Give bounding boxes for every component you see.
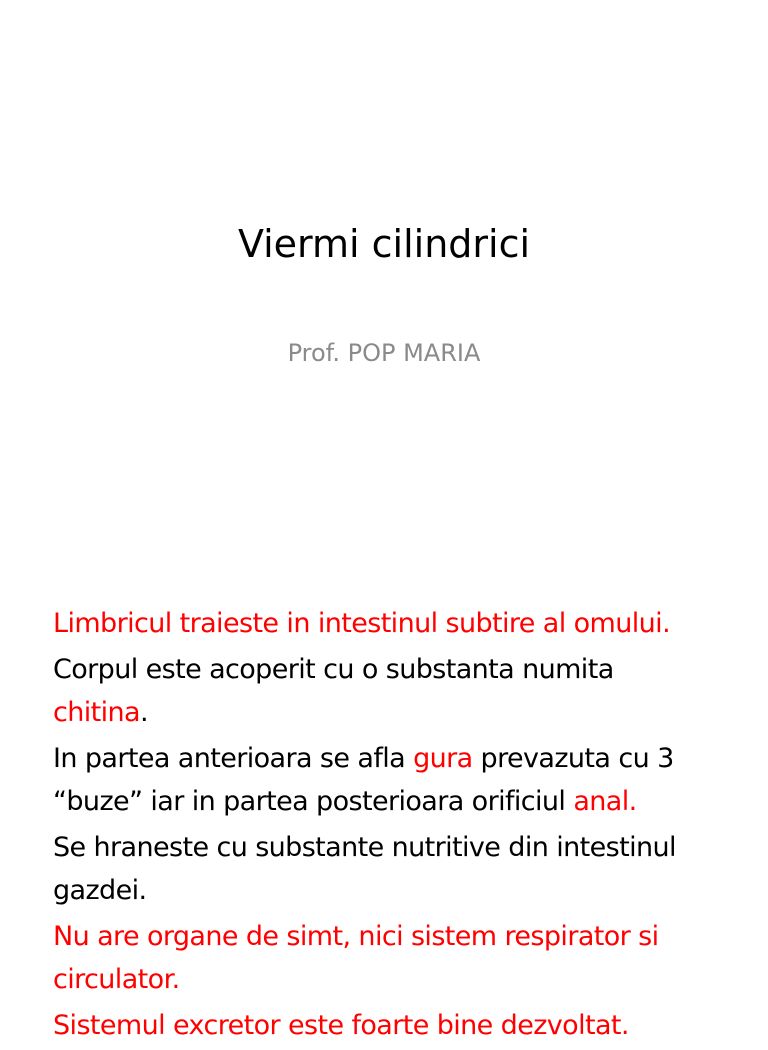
paragraph-anatomy <box>53 737 733 823</box>
term-chitina: chitina <box>53 697 141 728</box>
anatomy-text-2: prevazuta cu 3 <box>472 743 674 774</box>
paragraph-body-covering <box>53 648 733 734</box>
anatomy-text-3: “buze” iar in partea posterioara orificiul <box>53 786 574 817</box>
paragraph-body-covering-line1: Corpul este acoperit cu o substanta numita <box>53 654 614 685</box>
paragraph-organs <box>53 915 733 1001</box>
paragraph-body-covering-line2 <box>53 691 733 734</box>
paragraph-anatomy-line1 <box>53 737 733 780</box>
period: . <box>140 697 148 728</box>
slide-title: Viermi cilindrici <box>237 222 531 266</box>
slide-subtitle: Prof. POP MARIA <box>287 339 481 367</box>
paragraph-excretory: Sistemul excretor este foarte bine dezvoltat. <box>53 1010 629 1041</box>
paragraph-habitat: Limbricul traieste in intestinul subtire al omului. <box>53 608 671 639</box>
paragraph-nutrition-line1: Se hraneste cu substante nutritive din intestinul <box>53 832 676 863</box>
paragraph-organs-line2: circulator. <box>53 964 180 995</box>
paragraph-organs-line1: Nu are organe de simt, nici sistem respirator si <box>53 921 659 952</box>
paragraph-anatomy-line2 <box>53 780 733 823</box>
paragraph-nutrition <box>53 826 733 912</box>
term-anal: anal. <box>573 786 637 817</box>
paragraph-nutrition-line2: gazdei. <box>53 875 147 906</box>
slide-content <box>53 602 733 1050</box>
term-gura: gura <box>413 743 473 774</box>
anatomy-text-1: In partea anterioara se afla <box>53 743 414 774</box>
